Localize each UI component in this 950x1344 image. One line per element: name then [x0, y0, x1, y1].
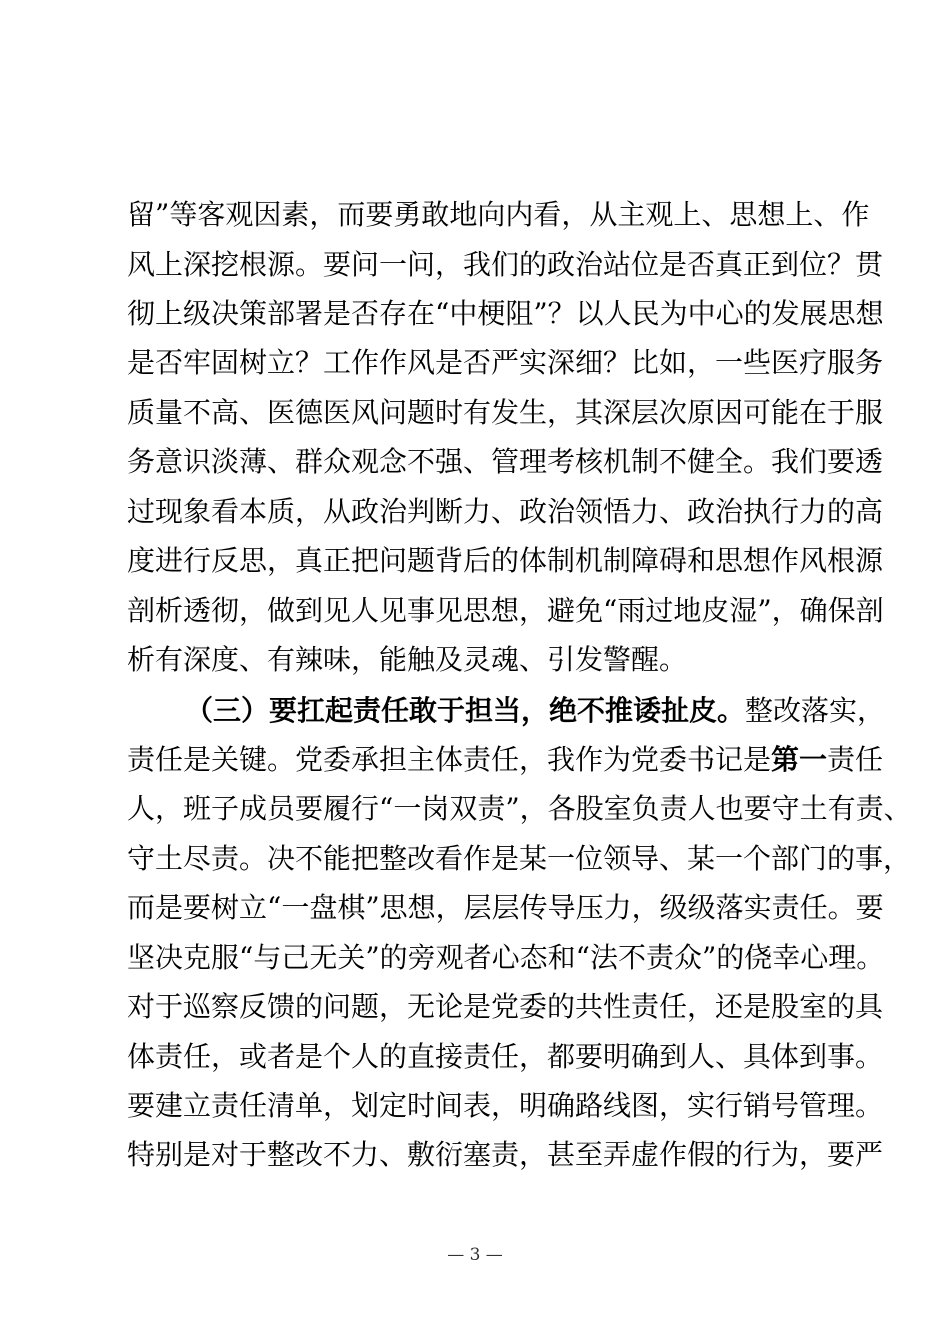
- paragraph-line: 坚决克服“与己无关”的旁观者心态和“法不责众”的侥幸心理。: [127, 941, 885, 974]
- paragraph-line: 析有深度、有辣味，能触及灵魂、引发警醒。: [127, 643, 688, 676]
- section-heading-line: [185, 695, 885, 727]
- paragraph-line: 度进行反思，真正把问题背后的体制机制障碍和思想作风根源: [127, 544, 884, 577]
- paragraph-line: 人，班子成员要履行“一岗双责”，各股室负责人也要守土有责、: [127, 792, 912, 825]
- paragraph-line: [127, 744, 883, 776]
- section-heading: （三）要扛起责任敢于担当，绝不推诿扯皮。: [185, 694, 746, 727]
- paragraph-line: 特别是对于整改不力、敷衍塞责，甚至弄虚作假的行为，要严: [127, 1138, 884, 1171]
- paragraph-line: 质量不高、医德医风问题时有发生，其深层次原因可能在于服: [127, 396, 884, 429]
- paragraph-line: 留”等客观因素，而要勇敢地向内看，从主观上、思想上、作: [127, 198, 870, 231]
- text-segment: 责任: [827, 743, 884, 776]
- paragraph-line: 过现象看本质，从政治判断力、政治领悟力、政治执行力的高: [127, 495, 884, 528]
- paragraph-line: 而是要树立“一盘棋”思想，层层传导压力，级级落实责任。要: [127, 891, 884, 924]
- text-segment: 责任是关键。党委承担主体责任，我作为党委书记是: [127, 743, 772, 776]
- paragraph-line: 守土尽责。决不能把整改看作是某一位领导、某一个部门的事，: [127, 842, 912, 875]
- paragraph-line: 务意识淡薄、群众观念不强、管理考核机制不健全。我们要透: [127, 445, 884, 478]
- bold-emphasis: 第一: [771, 743, 828, 776]
- page-number: — 3 —: [447, 1245, 503, 1265]
- paragraph-line: 彻上级决策部署是否存在“中梗阻”？以人民为中心的发展思想: [127, 297, 884, 330]
- paragraph-line: 要建立责任清单，划定时间表，明确路线图，实行销号管理。: [127, 1089, 884, 1122]
- paragraph-line: 是否牢固树立？工作作风是否严实深细？比如，一些医疗服务: [127, 346, 884, 379]
- paragraph-line: 对于巡察反馈的问题，无论是党委的共性责任，还是股室的具: [127, 990, 884, 1023]
- paragraph-line: 风上深挖根源。要问一问，我们的政治站位是否真正到位？贯: [127, 248, 884, 281]
- paragraph-line: 体责任，或者是个人的直接责任，都要明确到人、具体到事。: [127, 1040, 884, 1073]
- section-heading-rest: 整改落实，: [745, 694, 886, 727]
- paragraph-line: 剖析透彻，做到见人见事见思想，避免“雨过地皮湿”，确保剖: [127, 594, 884, 627]
